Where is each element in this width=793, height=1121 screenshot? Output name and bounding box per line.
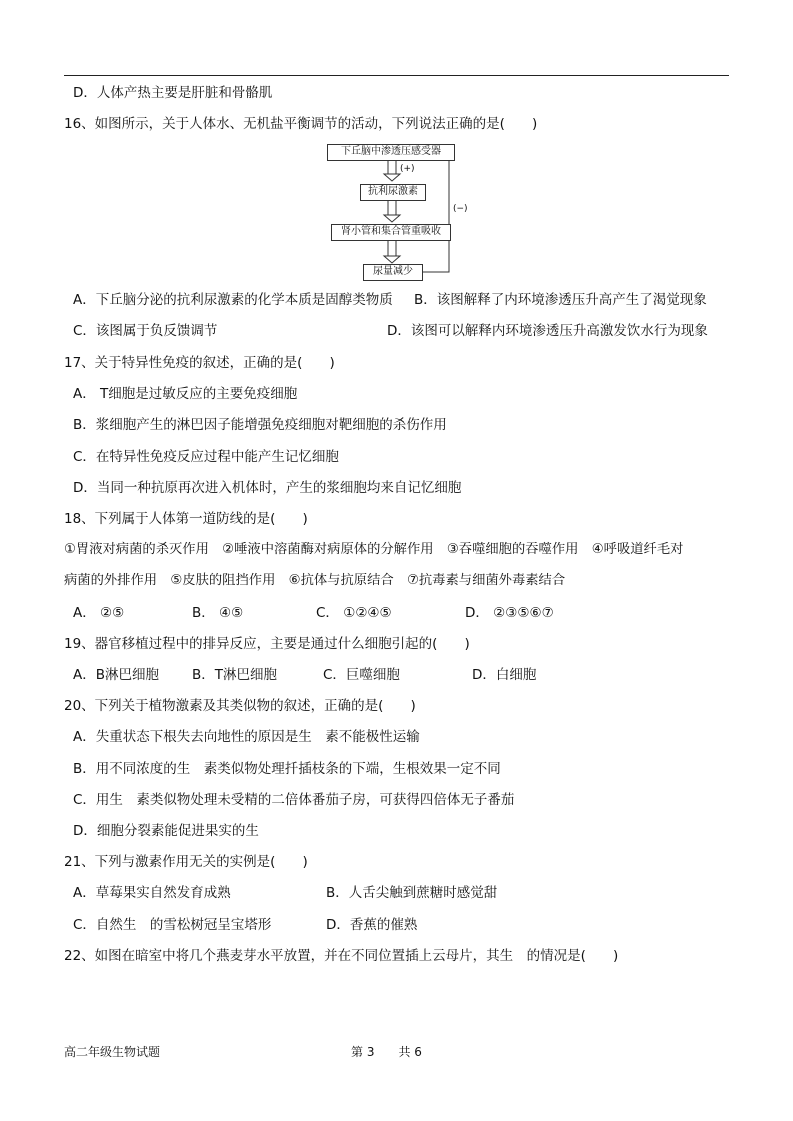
q19-option-d: D．白细胞	[472, 667, 537, 683]
q18-items-line-1: ①胃液对病菌的杀灭作用 ②唾液中溶菌酶对病原体的分解作用 ③吞噬细胞的吞噬作用 ④呼吸道纤毛对	[64, 542, 684, 557]
q21-option-d: D．香蕉的催熟	[326, 917, 418, 933]
q20-stem: 20、下列关于植物激素及其类似物的叙述，正确的是( )	[64, 698, 416, 714]
q16-option-d: D．该图可以解释内环境渗透压升高激发饮水行为现象	[387, 323, 708, 339]
q17-option-b: B．浆细胞产生的淋巴因子能增强免疫细胞对靶细胞的杀伤作用	[73, 417, 447, 433]
flow-box-osmoreceptor: 下丘脑中渗透压感受器	[327, 144, 455, 161]
q18-items-line-2: 病菌的外排作用 ⑤皮肤的阻挡作用 ⑥抗体与抗原结合 ⑦抗毒素与细菌外毒素结合	[64, 573, 566, 588]
q17-option-c: C．在特异性免疫反应过程中能产生记忆细胞	[73, 449, 339, 465]
q17-option-d: D．当同一种抗原再次进入机体时，产生的浆细胞均来自记忆细胞	[73, 480, 462, 496]
q16-option-a: A．下丘脑分泌的抗利尿激素的化学本质是固醇类物质	[73, 292, 393, 308]
flow-box-urine: 尿量减少	[363, 264, 423, 281]
q19-option-a: A．B淋巴细胞	[73, 667, 159, 683]
q18-stem: 18、下列属于人体第一道防线的是( )	[64, 511, 308, 527]
q22-stem: 22、如图在暗室中将几个燕麦芽水平放置，并在不同位置插上云母片，其生 的情况是( )	[64, 948, 619, 964]
footer-page-number: 第 3 共 6	[351, 1045, 422, 1059]
q15-option-d: D．人体产热主要是肝脏和骨骼肌	[73, 85, 273, 101]
flow-box-adh: 抗利尿激素	[360, 184, 426, 201]
q20-option-d: D．细胞分裂素能促进果实的生	[73, 823, 259, 839]
q16-option-b: B．该图解释了内环境渗透压升高产生了渴觉现象	[414, 292, 707, 308]
q21-option-b: B．人舌尖触到蔗糖时感觉甜	[326, 885, 498, 901]
q21-stem: 21、下列与激素作用无关的实例是( )	[64, 854, 308, 870]
q18-option-d: D． ②③⑤⑥⑦	[465, 605, 554, 621]
footer-exam-title: 高二年级生物试题	[64, 1045, 161, 1059]
flow-minus-sign: (−)	[453, 204, 468, 214]
q16-option-c: C．该图属于负反馈调节	[73, 323, 218, 339]
q19-stem: 19、器官移植过程中的排异反应，主要是通过什么细胞引起的( )	[64, 636, 470, 652]
q17-stem: 17、关于特异性免疫的叙述，正确的是( )	[64, 355, 335, 371]
flow-plus-sign: (+)	[400, 164, 415, 174]
q19-option-b: B．T淋巴细胞	[192, 667, 278, 683]
q19-option-c: C．巨噬细胞	[323, 667, 400, 683]
q18-option-b: B． ④⑤	[192, 605, 244, 621]
header-rule	[64, 75, 729, 76]
q21-option-c: C．自然生 的雪松树冠呈宝塔形	[73, 917, 272, 933]
flow-box-reabsorption: 肾小管和集合管重吸收	[331, 224, 451, 241]
q18-option-c: C． ①②④⑤	[316, 605, 392, 621]
q21-option-a: A．草莓果实自然发育成熟	[73, 885, 231, 901]
q16-stem: 16、如图所示，关于人体水、无机盐平衡调节的活动，下列说法正确的是( )	[64, 116, 538, 132]
q18-option-a: A． ②⑤	[73, 605, 125, 621]
q20-option-b: B．用不同浓度的生 素类似物处理扦插枝条的下端，生根效果一定不同	[73, 761, 501, 777]
q17-option-a: A． T细胞是过敏反应的主要免疫细胞	[73, 386, 298, 402]
q20-option-a: A．失重状态下根失去向地性的原因是生 素不能极性运输	[73, 729, 420, 745]
regulation-flow-diagram	[327, 144, 477, 284]
q20-option-c: C．用生 素类似物处理未受精的二倍体番茄子房，可获得四倍体无子番茄	[73, 792, 515, 808]
